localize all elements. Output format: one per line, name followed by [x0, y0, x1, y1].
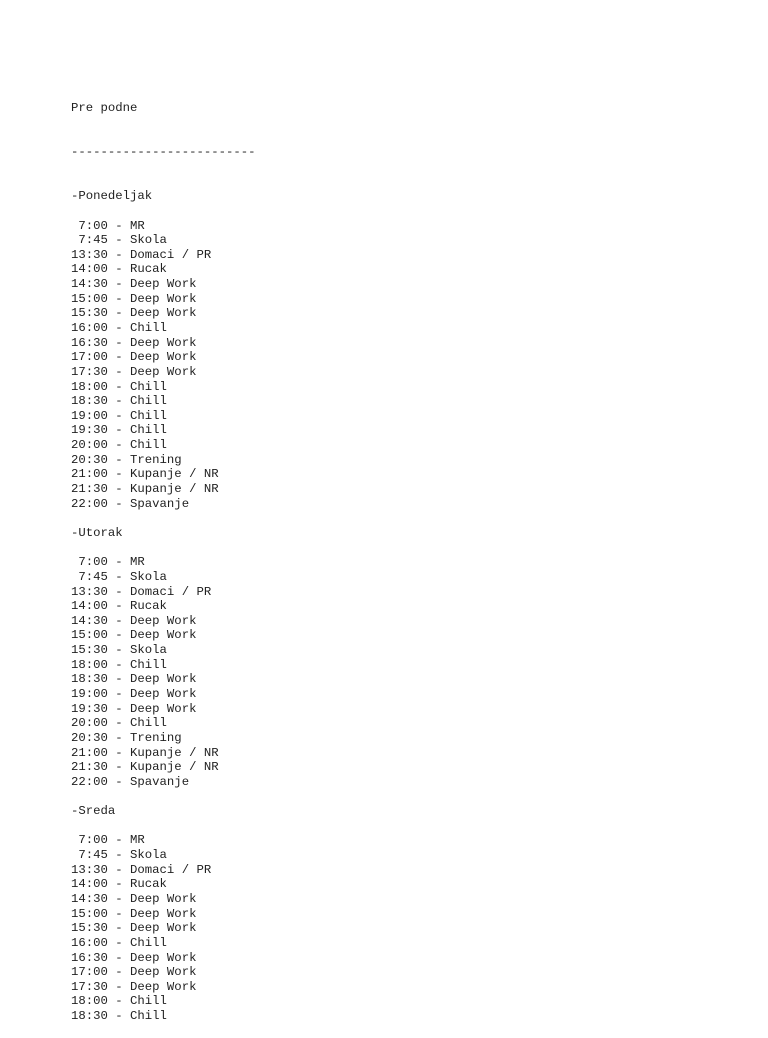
schedule-entry: 17:00 - Deep Work	[71, 965, 197, 980]
schedule-entry: 18:00 - Chill	[71, 379, 167, 394]
schedule-entry: 19:30 - Deep Work	[71, 701, 197, 716]
document-title: Pre podne	[71, 101, 138, 116]
schedule-entry: 14:30 - Deep Work	[71, 613, 197, 628]
day-heading: -Utorak	[71, 525, 123, 540]
schedule-entry: 14:00 - Rucak	[71, 262, 167, 277]
schedule-entry: 16:00 - Chill	[71, 935, 167, 950]
schedule-entry: 14:30 - Deep Work	[71, 277, 197, 292]
schedule-entry: 19:00 - Deep Work	[71, 687, 197, 701]
schedule-list	[71, 219, 255, 512]
schedule-entry: 15:00 - Deep Work	[71, 628, 197, 643]
day-heading: -Ponedeljak	[71, 189, 153, 204]
schedule-entry: 7:00 - MR	[71, 833, 145, 848]
title-separator: -------------------------	[71, 145, 256, 160]
schedule-entry: 22:00 - Spavanje	[71, 496, 190, 511]
schedule-entry: 7:00 - MR	[71, 555, 145, 570]
schedule-entry: 20:00 - Chill	[71, 716, 167, 731]
schedule-entry: 7:45 - Skola	[71, 848, 167, 863]
schedule-entry: 15:00 - Deep Work	[71, 291, 197, 306]
blank-line	[71, 789, 255, 804]
schedule-entry: 7:45 - Skola	[71, 569, 167, 584]
schedule-entry: 16:30 - Deep Work	[71, 950, 197, 965]
schedule-entry: 15:30 - Deep Work	[71, 306, 197, 321]
schedule-entry: 15:00 - Deep Work	[71, 906, 197, 921]
schedule-days	[71, 189, 255, 1024]
schedule-entry: 22:00 - Spavanje	[71, 774, 190, 789]
schedule-entry: 18:30 - Chill	[71, 394, 167, 409]
schedule-entry: 17:00 - Deep Work	[71, 350, 197, 365]
day-heading: -Sreda	[71, 804, 116, 819]
day-section	[71, 189, 255, 526]
schedule-entry: 14:00 - Rucak	[71, 877, 167, 892]
schedule-list	[71, 555, 255, 789]
day-section	[71, 526, 255, 804]
schedule-entry: 14:30 - Deep Work	[71, 891, 197, 906]
schedule-entry: 18:30 - Chill	[71, 1009, 167, 1024]
schedule-entry: 13:30 - Domaci / PR	[71, 247, 212, 262]
schedule-entry: 17:30 - Deep Work	[71, 979, 197, 994]
schedule-entry: 19:30 - Chill	[71, 423, 167, 438]
schedule-entry: 18:00 - Chill	[71, 994, 167, 1009]
schedule-entry: 18:00 - Chill	[71, 657, 167, 672]
blank-line	[71, 511, 255, 526]
schedule-entry: 20:00 - Chill	[71, 438, 167, 453]
schedule-entry: 20:30 - Trening	[71, 730, 182, 745]
schedule-entry: 21:30 - Kupanje / NR	[71, 760, 219, 775]
schedule-list	[71, 833, 255, 1023]
schedule-entry: 7:45 - Skola	[71, 233, 167, 248]
day-section	[71, 804, 255, 1024]
blank-line	[71, 204, 255, 219]
schedule-entry: 21:00 - Kupanje / NR	[71, 745, 219, 760]
blank-line	[71, 819, 255, 834]
document-page	[71, 72, 255, 1038]
schedule-entry: 16:00 - Chill	[71, 320, 167, 335]
schedule-entry: 15:30 - Skola	[71, 643, 167, 658]
schedule-entry: 18:30 - Deep Work	[71, 672, 197, 687]
schedule-entry: 16:30 - Deep Work	[71, 335, 197, 350]
schedule-entry: 13:30 - Domaci / PR	[71, 584, 212, 599]
schedule-entry: 21:00 - Kupanje / NR	[71, 467, 219, 482]
schedule-entry: 7:00 - MR	[71, 218, 145, 233]
blank-line	[71, 541, 255, 556]
schedule-entry: 19:00 - Chill	[71, 408, 167, 423]
schedule-entry: 20:30 - Trening	[71, 452, 182, 467]
schedule-entry: 13:30 - Domaci / PR	[71, 862, 212, 877]
schedule-entry: 15:30 - Deep Work	[71, 921, 197, 936]
schedule-entry: 21:30 - Kupanje / NR	[71, 482, 219, 497]
schedule-entry: 14:00 - Rucak	[71, 599, 167, 614]
schedule-entry: 17:30 - Deep Work	[71, 364, 197, 379]
